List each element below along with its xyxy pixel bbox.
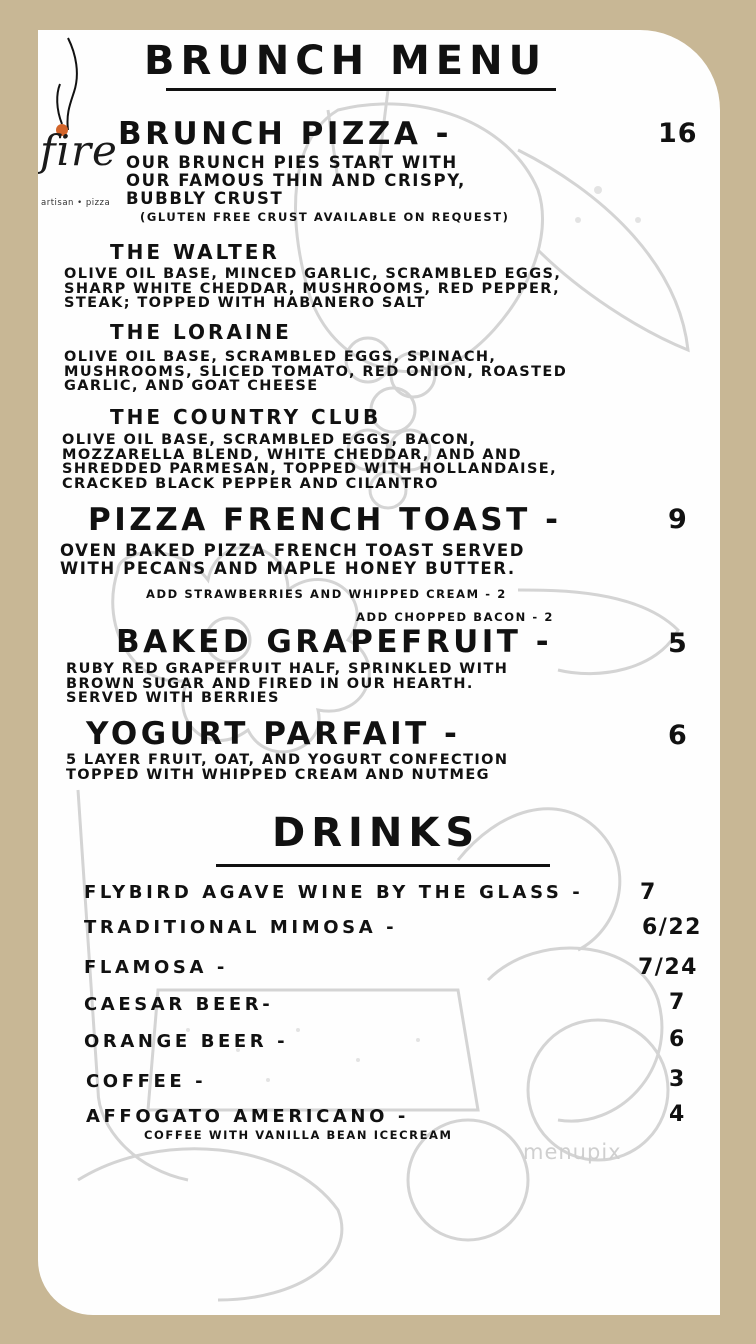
menu-title: BRUNCH MENU	[144, 38, 548, 84]
drink-item-orange-beer: ORANGE BEER -	[84, 1031, 289, 1052]
loraine-heading: THE LORAINE	[110, 320, 292, 344]
flame-logo-icon	[46, 34, 86, 134]
add-strawberries-option: ADD STRAWBERRIES AND WHIPPED CREAM - 2	[146, 587, 507, 601]
watermark: menupix	[523, 1140, 622, 1164]
grapefruit-heading: BAKED GRAPEFRUIT -	[116, 624, 553, 660]
grapefruit-description: RUBY RED GRAPEFRUIT HALF, SPRINKLED WITH BROWN SUGAR AND FIRED IN OUR HEARTH. SERVED WITH BERRIES	[66, 661, 509, 706]
drink-item-flamosa: FLAMOSA -	[84, 957, 228, 978]
menu-card	[38, 30, 720, 1315]
drink-item-mimosa: TRADITIONAL MIMOSA -	[84, 917, 398, 938]
drink-price-mimosa: 6/22	[642, 915, 702, 940]
logo-tagline: artisan • pizza	[41, 198, 111, 208]
drinks-underline	[216, 864, 550, 867]
affogato-note: COFFEE WITH VANILLA BEAN ICECREAM	[144, 1128, 453, 1142]
parfait-heading: YOGURT PARFAIT -	[86, 716, 461, 752]
parfait-price: 6	[668, 720, 688, 751]
brunch-pizza-price: 16	[658, 118, 698, 149]
brunch-pizza-description: OUR BRUNCH PIES START WITH OUR FAMOUS THIN AND CRISPY, BUBBLY CRUST	[126, 153, 466, 208]
drink-item-flybird: FLYBIRD AGAVE WINE BY THE GLASS -	[84, 882, 584, 903]
drink-item-caesar: CAESAR BEER-	[84, 994, 274, 1015]
title-underline	[166, 88, 556, 91]
parfait-description: 5 LAYER FRUIT, OAT, AND YOGURT CONFECTION TOPPED WITH WHIPPED CREAM AND NUTMEG	[66, 752, 509, 783]
country-club-description: OLIVE OIL BASE, SCRAMBLED EGGS, BACON, MOZZARELLA BLEND, WHITE CHEDDAR, AND AND SHREDDED PARMESAN, TOPPED WITH HOLLANDAISE, CRACKED BLACK PEPPER AND CILANTRO	[62, 432, 558, 492]
drink-item-coffee: COFFEE -	[86, 1071, 207, 1092]
brunch-pizza-heading: BRUNCH PIZZA -	[118, 116, 452, 152]
french-toast-heading: PIZZA FRENCH TOAST -	[88, 502, 562, 538]
drink-price-coffee: 3	[669, 1067, 686, 1092]
drinks-title: DRINKS	[272, 810, 481, 856]
walter-description: OLIVE OIL BASE, MINCED GARLIC, SCRAMBLED EGGS, SHARP WHITE CHEDDAR, MUSHROOMS, RED PEPPER, STEAK; TOPPED WITH HABANERO SALT	[64, 266, 562, 311]
loraine-description: OLIVE OIL BASE, SCRAMBLED EGGS, SPINACH, MUSHROOMS, SLICED TOMATO, RED ONION, ROASTED GARLIC, AND GOAT CHEESE	[64, 349, 568, 394]
grapefruit-price: 5	[668, 628, 688, 659]
drink-price-affogato: 4	[669, 1102, 686, 1127]
drink-price-flybird: 7	[640, 880, 657, 905]
drink-price-flamosa: 7/24	[638, 955, 698, 980]
drink-price-orange-beer: 6	[669, 1027, 686, 1052]
gluten-free-note: (GLUTEN FREE CRUST AVAILABLE ON REQUEST)	[140, 210, 510, 224]
add-bacon-option: ADD CHOPPED BACON - 2	[356, 610, 554, 624]
walter-heading: THE WALTER	[110, 240, 280, 264]
french-toast-price: 9	[668, 504, 688, 535]
drink-price-caesar: 7	[669, 990, 686, 1015]
drink-item-affogato: AFFOGATO AMERICANO -	[86, 1106, 409, 1127]
logo-wordmark: fire	[40, 126, 118, 175]
country-club-heading: THE COUNTRY CLUB	[110, 405, 382, 429]
french-toast-description: OVEN BAKED PIZZA FRENCH TOAST SERVED WITH PECANS AND MAPLE HONEY BUTTER.	[60, 541, 526, 578]
